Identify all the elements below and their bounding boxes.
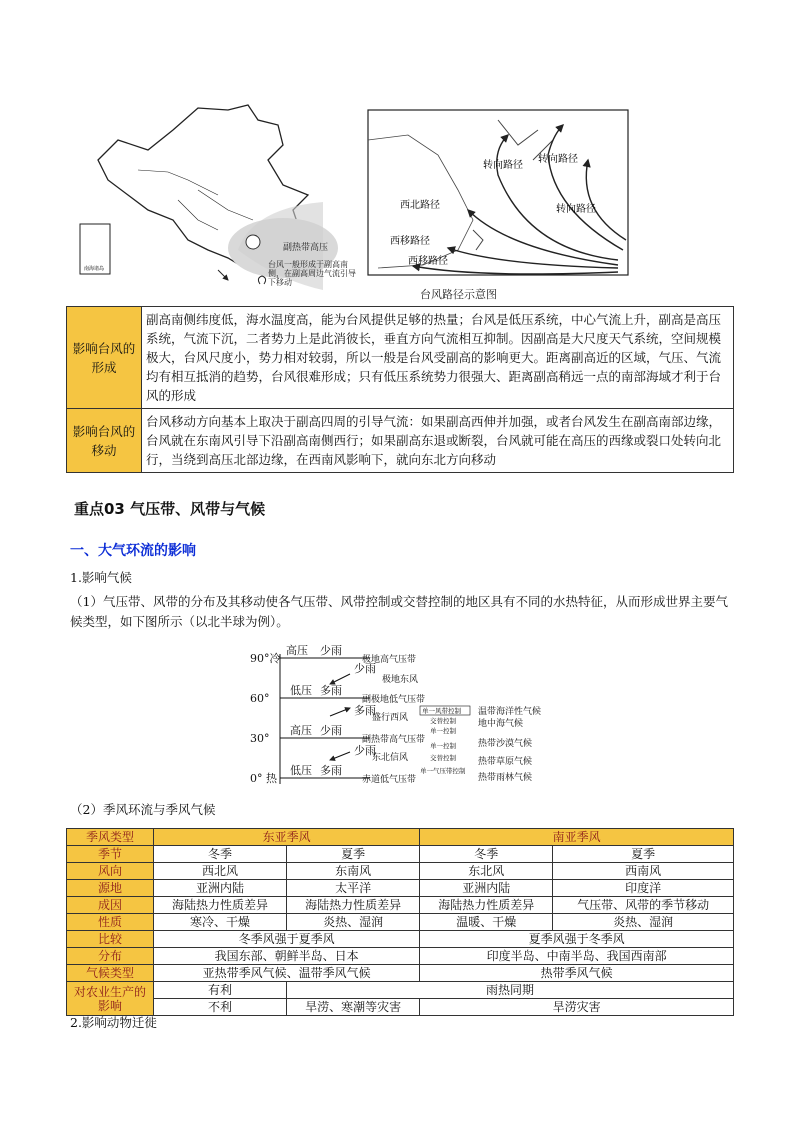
table-cell: 风向 — [67, 863, 154, 880]
table-cell: 冬季风强于夏季风 — [154, 931, 420, 948]
table-cell: 成因 — [67, 897, 154, 914]
table-row — [67, 409, 734, 473]
table-row — [67, 914, 734, 931]
table-cell: 有利 — [154, 982, 287, 999]
table-cell: 炎热、湿润 — [553, 914, 734, 931]
table-cell: 寒冷、干燥 — [154, 914, 287, 931]
rain-label: 少雨 — [320, 644, 342, 657]
table-cell: 比较 — [67, 931, 154, 948]
table-cell: 雨热同期 — [287, 982, 734, 999]
west-path-label-2: 西移路径 — [408, 256, 448, 267]
turn-path-label-1: 转向路径 — [483, 160, 523, 171]
table-cell: 印度洋 — [553, 880, 734, 897]
table-row — [67, 965, 734, 982]
pressure-label: 低压 — [290, 684, 312, 697]
typhoon-path-map — [368, 110, 628, 275]
rain-label: 多雨 — [320, 684, 342, 697]
sub-title: 一、大气环流的影响 — [70, 543, 196, 559]
rain-label: 少雨 — [354, 662, 376, 675]
wind-label: 极地东风 — [382, 675, 419, 685]
subtropical-high-label: 副热带高压 — [283, 243, 329, 253]
lat-60: 60° — [250, 692, 270, 705]
row-head: 影响台风的移动 — [67, 409, 142, 473]
table-cell: 夏季 — [553, 846, 734, 863]
table-cell: 温暖、干燥 — [420, 914, 553, 931]
wind-label: 东北信风 — [372, 753, 409, 763]
climate-label: 热带草原气候 — [478, 757, 533, 767]
lat-0: 0° 热 — [250, 772, 277, 785]
west-path-label-1: 西移路径 — [390, 236, 430, 247]
map-caption: 台风路径示意图 — [420, 288, 497, 301]
pressure-label: 高压 — [290, 724, 312, 737]
wind-label: 盛行西风 — [372, 713, 409, 723]
table-row — [67, 846, 734, 863]
table-cell: 气候类型 — [67, 965, 154, 982]
table-row — [67, 880, 734, 897]
belt-label: 赤道低气压带 — [362, 775, 417, 785]
monsoon-table — [66, 828, 734, 1016]
table-cell: 炎热、湿润 — [287, 914, 420, 931]
table-cell: 对农业生产的影响 — [67, 982, 154, 1016]
table-cell: 东南风 — [287, 863, 420, 880]
table-row — [67, 948, 734, 965]
table-cell: 冬季 — [154, 846, 287, 863]
table-cell: 西北风 — [154, 863, 287, 880]
header-cell: 南亚季风 — [420, 829, 734, 846]
turn-path-label-2: 转向路径 — [538, 154, 578, 165]
table-cell: 我国东部、朝鲜半岛、日本 — [154, 948, 420, 965]
northwest-path-label: 西北路径 — [400, 200, 440, 211]
pressure-label: 低压 — [290, 764, 312, 777]
item-1: 1.影响气候 — [70, 570, 132, 585]
table-cell: 亚洲内陆 — [420, 880, 553, 897]
climate-label: 地中海气候 — [478, 719, 524, 729]
table-row — [67, 307, 734, 409]
item-2: 2.影响动物迁徙 — [70, 1015, 157, 1030]
table-cell: 不利 — [154, 999, 287, 1016]
table-cell: 分布 — [67, 948, 154, 965]
table-cell: 海陆热力性质差异 — [420, 897, 553, 914]
typhoon-maps — [78, 100, 638, 300]
table-cell: 夏季风强于冬季风 — [420, 931, 734, 948]
row-text: 台风移动方向基本上取决于副高四周的引导气流：如果副高西伸并加强，或者台风发生在副高南部边缘，台风就在东南风引导下沿副高南侧西行；如果副高东退或断裂，台风就可能在高压的西缘或裂口处转向北行，当绕到高压北部边缘，在西南风影响下，就向东北方向移动 — [142, 409, 734, 473]
table-cell: 冬季 — [420, 846, 553, 863]
turn-path-label-3: 转向路径 — [556, 204, 596, 215]
table-cell: 夏季 — [287, 846, 420, 863]
row-head: 影响台风的形成 — [67, 307, 142, 409]
table-row — [67, 982, 734, 999]
paragraph-1: （1）气压带、风带的分布及其移动使各气压带、风带控制或交替控制的地区具有不同的水热特征，从而形成世界主要气候类型，如下图所示（以北半球为例）。 — [70, 594, 728, 629]
header-cell: 季风类型 — [67, 829, 154, 846]
belt-label: 副极地低气压带 — [362, 695, 426, 705]
table-cell: 源地 — [67, 880, 154, 897]
lat-30: 30° — [250, 732, 270, 745]
table-cell: 性质 — [67, 914, 154, 931]
control-label: 单一风带控制 — [422, 707, 461, 715]
typhoon-note: 台风一般形成于副高南侧，在副高周边气流引导下移动 — [268, 260, 356, 287]
table-row — [67, 829, 734, 846]
climate-label: 热带沙漠气候 — [478, 739, 533, 749]
section-title: 重点03 气压带、风带与气候 — [74, 500, 266, 518]
belt-label: 极地高气压带 — [362, 655, 417, 665]
row-text: 副高南侧纬度低，海水温度高，能为台风提供足够的热量；台风是低压系统，中心气流上升，副高是高压系统，气流下沉，二者势力上是此消彼长，垂直方向气流相互抑制。因副高是大尺度天气系统，空间规模极大，台风尺度小，势力相对较弱，所以一般是台风受副高的影响更大。距离副高近的区域，气压、气流均有相互抵消的趋势，台风很难形成；只有低压系统势力很强大、距离副高稍远一点的南部海域才利于台风的形成 — [142, 307, 734, 409]
climate-label: 温带海洋性气候 — [478, 707, 542, 717]
table-cell: 亚洲内陆 — [154, 880, 287, 897]
table-cell: 季节 — [67, 846, 154, 863]
table-cell: 亚热带季风气候、温带季风气候 — [154, 965, 420, 982]
table-cell: 东北风 — [420, 863, 553, 880]
inset-label: 南海诸岛 — [84, 266, 105, 272]
table-row — [67, 863, 734, 880]
table-cell: 气压带、风带的季节移动 — [553, 897, 734, 914]
table-cell: 旱涝灾害 — [420, 999, 734, 1016]
control-label: 交替控制 — [430, 754, 456, 762]
control-label: 单一气压带控制 — [420, 767, 466, 775]
header-cell: 东亚季风 — [154, 829, 420, 846]
rain-label: 多雨 — [320, 764, 342, 777]
table-cell: 印度半岛、中南半岛、我国西南部 — [420, 948, 734, 965]
rain-label: 多雨 — [354, 704, 376, 717]
table-cell: 热带季风气候 — [420, 965, 734, 982]
control-label: 交替控制 — [430, 717, 456, 725]
control-label: 单一控制 — [430, 727, 456, 735]
table-cell: 海陆热力性质差异 — [154, 897, 287, 914]
typhoon-influence-table — [66, 306, 734, 473]
climate-label: 热带雨林气候 — [478, 773, 533, 783]
table-row — [67, 897, 734, 914]
table-cell: 太平洋 — [287, 880, 420, 897]
table-row — [67, 931, 734, 948]
belt-label: 副热带高气压带 — [362, 735, 426, 745]
lat-90: 90°冷 — [250, 652, 281, 665]
table-cell: 旱涝、寒潮等灾害 — [287, 999, 420, 1016]
table-row — [67, 999, 734, 1016]
rain-label: 少雨 — [354, 744, 376, 757]
rain-label: 少雨 — [320, 724, 342, 737]
control-label: 单一控制 — [430, 742, 456, 750]
pressure-label: 高压 — [286, 644, 308, 657]
table-cell: 西南风 — [553, 863, 734, 880]
pressure-belt-diagram — [250, 640, 560, 790]
paragraph-2: （2）季风环流与季风气候 — [70, 802, 216, 817]
table-cell: 海陆热力性质差异 — [287, 897, 420, 914]
